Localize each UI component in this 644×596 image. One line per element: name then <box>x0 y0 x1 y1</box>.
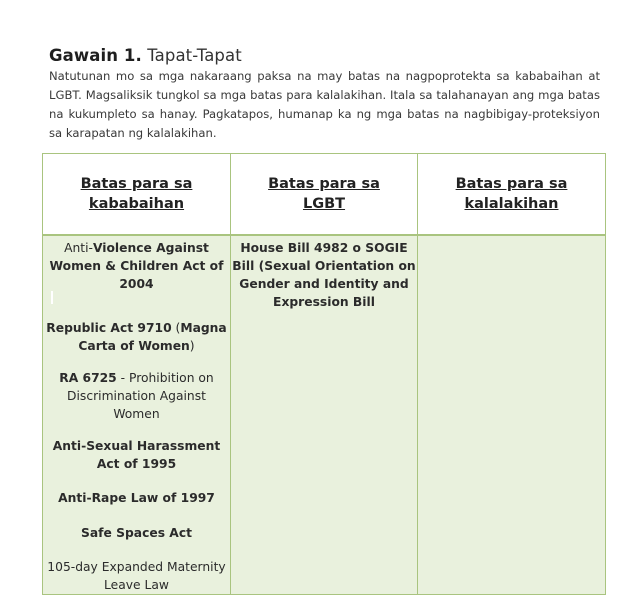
women-law-safe-spaces: Safe Spaces Act <box>81 526 192 540</box>
header-men-line1: Batas para sa <box>455 176 568 192</box>
women-law-maternity-leave: 105-day Expanded Maternity Leave Law <box>47 560 226 592</box>
laws-table <box>42 153 606 595</box>
activity-instructions: Natutunan mo sa mga nakaraang paksa na may batas na nagpoprotekta sa kababaihan at LGBT. Magsaliksik tungkol sa mga batas para kalalakihan. Itala sa talahanayan ang mga batas na kukumpleto sa hanay. Pagkatapos, humanap ka ng mga batas na nagbibigay-proteksiyon sa karapatan ng kalalakihan. <box>49 69 600 140</box>
header-lgbt <box>231 154 418 236</box>
activity-label: Gawain 1. <box>49 46 142 65</box>
table-body-row <box>43 235 606 595</box>
women-law-vawc: Anti-Violence Against Women & Children Act of 2004 <box>49 241 224 291</box>
men-laws-cell <box>418 235 606 595</box>
header-women-line1: Batas para sa <box>80 176 193 192</box>
text-cursor-mark <box>51 291 53 304</box>
women-laws-cell <box>43 235 231 595</box>
header-men-line2: kalalakihan <box>464 196 559 212</box>
women-law-ra6725: RA 6725 - Prohibition on Discrimination Against Women <box>59 371 214 421</box>
lgbt-law-sogie: House Bill 4982 o SOGIE Bill (Sexual Orientation on Gender and Identity and Expression Bill <box>232 241 416 309</box>
header-men <box>418 154 606 236</box>
women-law-anti-sexual-harassment: Anti-Sexual Harassment Act of 1995 <box>52 439 221 471</box>
activity-name: Tapat-Tapat <box>147 46 242 65</box>
women-law-ra9710: Republic Act 9710 (Magna Carta of Women) <box>46 321 227 353</box>
activity-title <box>49 46 242 65</box>
header-women <box>43 154 231 236</box>
table-header-row <box>43 154 606 236</box>
header-women-line2: kababaihan <box>88 196 185 212</box>
header-lgbt-line2: LGBT <box>302 196 346 212</box>
women-law-anti-rape: Anti-Rape Law of 1997 <box>58 491 215 505</box>
lgbt-laws-cell <box>231 235 418 595</box>
header-lgbt-line1: Batas para sa <box>268 176 380 192</box>
